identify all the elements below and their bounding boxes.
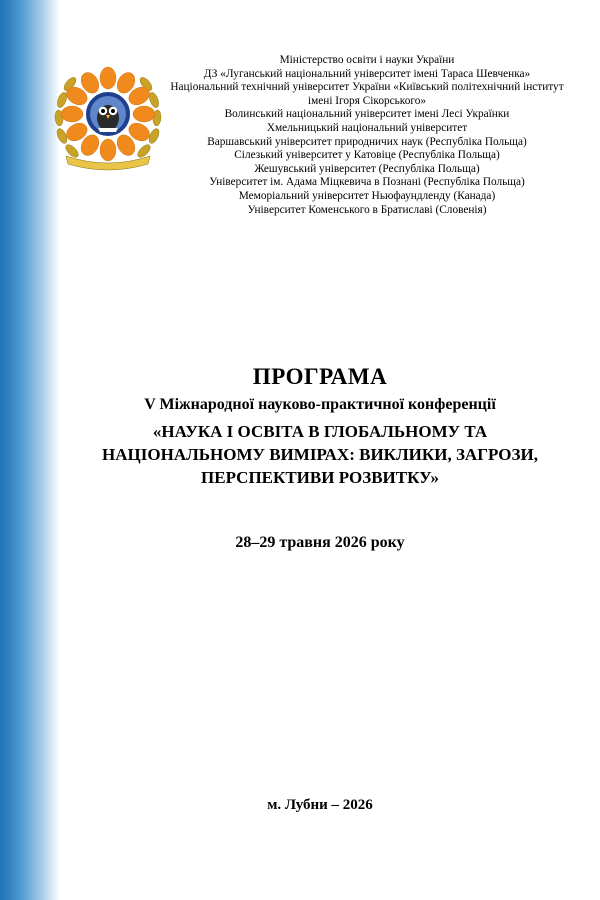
organizers-list — [168, 54, 566, 217]
program-title: ПРОГРАМА — [252, 364, 388, 389]
organizer-line: ДЗ «Луганський національний університет імені Тараса Шевченка» — [203, 67, 531, 80]
conference-subtitle: V Міжнародної науково-практичної конференції — [144, 396, 496, 413]
organizer-line: Хмельницький національний університет — [266, 121, 468, 134]
blue-side-stripe — [0, 0, 60, 900]
organizer-line: Волинський національний університет імені Лесі Українки — [224, 108, 510, 121]
organizer-line: Національний технічний університет України «Київський політехнічний інститут імені Ігоря Сікорського» — [170, 81, 564, 107]
conference-dates: 28–29 травня 2026 року — [235, 534, 405, 551]
organizer-line: Міністерство освіти і науки України — [279, 54, 455, 66]
organizer-line: Університет Коменського в Братиславі (Словенія) — [247, 203, 487, 216]
city-year: м. Лубни – 2026 — [267, 797, 373, 813]
organizer-line: Варшавський університет природничих наук (Республіка Польща) — [207, 135, 527, 148]
conference-name: «НАУКА І ОСВІТА В ГЛОБАЛЬНОМУ ТА НАЦІОНАЛЬНОМУ ВИМІРАХ: ВИКЛИКИ, ЗАГРОЗИ, ПЕРСПЕКТИВИ РОЗВИТКУ» — [102, 422, 538, 487]
organizer-line: Сілезький університет у Катовіце (Республіка Польща) — [234, 149, 500, 162]
title-block — [60, 362, 580, 489]
university-owl-emblem-icon — [52, 56, 164, 174]
organizer-line: Меморіальний університет Ньюфаундленду (Канада) — [238, 189, 496, 202]
organizer-line: Університет ім. Адама Міцкевича в Познані (Республіка Польща) — [209, 176, 525, 189]
organizer-line: Жешувський університет (Республіка Польща) — [254, 162, 480, 175]
